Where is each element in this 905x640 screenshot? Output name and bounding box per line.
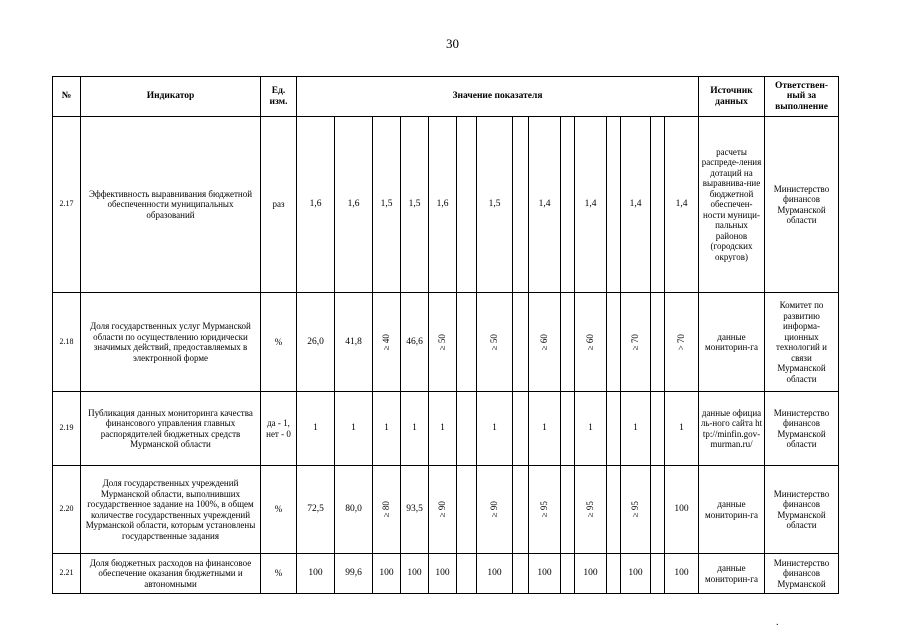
row-source: расчеты распреде-ления дотаций на выравнива-ние бюджетной обеспечен-ности муници-пальных районов (городских округов) <box>699 117 765 293</box>
value-rotated: ≥ 60 <box>539 333 550 351</box>
value-cell: 72,5 <box>297 466 335 554</box>
value-cell <box>607 554 621 594</box>
row-indicator: Доля государственных услуг Мурманской области по осуществлению юридически значимых действий, предоставляемых в электронной форме <box>81 293 261 392</box>
value-cell: 41,8 <box>335 293 373 392</box>
value-cell: 1,4 <box>575 117 607 293</box>
value-cell: 100 <box>373 554 401 594</box>
row-number: 2.21 <box>53 554 81 594</box>
value-cell <box>457 466 477 554</box>
value-cell: 100 <box>575 554 607 594</box>
value-rotated: ≥ 95 <box>630 501 641 518</box>
value-cell: 46,6 <box>401 293 429 392</box>
value-cell <box>621 466 651 554</box>
value-cell: 1,6 <box>335 117 373 293</box>
row-source: данные мониторин-га <box>699 466 765 554</box>
value-cell: 1 <box>477 392 513 466</box>
header-value: Значение показателя <box>297 77 699 117</box>
value-rotated: ≥ 50 <box>489 333 500 351</box>
value-cell: 1,6 <box>429 117 457 293</box>
value-cell <box>575 466 607 554</box>
value-cell: 1 <box>373 392 401 466</box>
value-cell <box>651 466 665 554</box>
value-cell <box>607 117 621 293</box>
value-cell <box>457 392 477 466</box>
value-cell <box>457 554 477 594</box>
value-cell: 1 <box>621 392 651 466</box>
value-cell <box>477 466 513 554</box>
row-number: 2.17 <box>53 117 81 293</box>
value-cell: 100 <box>665 554 699 594</box>
row-source: данные мониторин-га <box>699 293 765 392</box>
indicators-table <box>52 76 839 594</box>
value-rotated: ≥ 60 <box>585 333 596 351</box>
row-unit: раз <box>261 117 297 293</box>
value-rotated: ≥ 80 <box>381 501 392 518</box>
table-row <box>53 117 839 293</box>
value-rotated: ≥ 95 <box>539 501 550 518</box>
value-rotated: ≥ 90 <box>437 501 448 518</box>
value-cell: 1,4 <box>621 117 651 293</box>
value-cell <box>513 466 529 554</box>
value-cell <box>513 117 529 293</box>
footer-mark: . <box>776 617 779 628</box>
header-num: № <box>53 77 81 117</box>
value-cell <box>529 293 561 392</box>
value-cell <box>651 392 665 466</box>
value-cell <box>607 293 621 392</box>
row-responsible: Министерство финансов Мурманской <box>765 554 839 594</box>
row-responsible: Министерство финансов Мурманской области <box>765 117 839 293</box>
value-cell <box>429 466 457 554</box>
value-rotated: ≥ 95 <box>585 501 596 518</box>
value-cell: 1,5 <box>401 117 429 293</box>
value-cell: 100 <box>529 554 561 594</box>
value-cell <box>561 392 575 466</box>
value-rotated: ≥ 40 <box>381 333 392 351</box>
value-cell: 99,6 <box>335 554 373 594</box>
row-responsible: Министерство финансов Мурманской области <box>765 392 839 466</box>
value-cell <box>429 293 457 392</box>
value-cell: 100 <box>297 554 335 594</box>
value-cell: 1,4 <box>665 117 699 293</box>
value-cell <box>665 293 699 392</box>
header-source: Источник данных <box>699 77 765 117</box>
value-cell: 1 <box>665 392 699 466</box>
table-header-row <box>53 77 839 117</box>
header-unit: Ед. изм. <box>261 77 297 117</box>
value-cell: 1 <box>575 392 607 466</box>
value-cell <box>651 554 665 594</box>
value-cell: 100 <box>429 554 457 594</box>
value-cell <box>561 293 575 392</box>
value-cell: 100 <box>477 554 513 594</box>
row-responsible: Министерство финансов Мурманской области <box>765 466 839 554</box>
value-cell: 100 <box>621 554 651 594</box>
row-indicator: Публикация данных мониторинга качества финансового управления главных распорядителей бюджетных средств Мурманской области <box>81 392 261 466</box>
row-unit: да - 1, нет - 0 <box>261 392 297 466</box>
value-rotated: > 70 <box>676 333 687 351</box>
row-number: 2.18 <box>53 293 81 392</box>
value-cell: 1 <box>429 392 457 466</box>
value-cell: 1,5 <box>373 117 401 293</box>
value-cell <box>457 117 477 293</box>
value-cell <box>373 293 401 392</box>
row-source: данные мониторин-га <box>699 554 765 594</box>
value-cell <box>607 466 621 554</box>
value-cell: 1 <box>335 392 373 466</box>
value-cell: 100 <box>401 554 429 594</box>
value-cell: 26,0 <box>297 293 335 392</box>
table-row <box>53 392 839 466</box>
value-cell: 1 <box>401 392 429 466</box>
value-cell <box>561 554 575 594</box>
row-unit: % <box>261 554 297 594</box>
row-number: 2.19 <box>53 392 81 466</box>
row-indicator: Эффективность выравнивания бюджетной обеспеченности муниципальных образований <box>81 117 261 293</box>
value-cell: 1 <box>529 392 561 466</box>
value-cell <box>651 293 665 392</box>
value-cell: 80,0 <box>335 466 373 554</box>
row-number: 2.20 <box>53 466 81 554</box>
value-cell: 1,4 <box>529 117 561 293</box>
value-cell <box>561 466 575 554</box>
value-cell <box>651 117 665 293</box>
row-indicator: Доля государственных учреждений Мурманской области, выполнивших государственное задание на 100%, в общем количестве государственных учреждений Мурманской области, которым установлены государственные задания <box>81 466 261 554</box>
value-cell: 93,5 <box>401 466 429 554</box>
header-responsible: Ответствен-ный за выполнение <box>765 77 839 117</box>
value-cell <box>561 117 575 293</box>
value-cell <box>529 466 561 554</box>
table-row <box>53 293 839 392</box>
value-cell: 1,5 <box>477 117 513 293</box>
row-responsible: Комитет по развитию информа-ционных технологий и связи Мурманской области <box>765 293 839 392</box>
value-cell <box>621 293 651 392</box>
value-cell <box>477 293 513 392</box>
table-row <box>53 554 839 594</box>
value-cell: 100 <box>665 466 699 554</box>
row-indicator: Доля бюджетных расходов на финансовое обеспечение оказания бюджетными и автономными <box>81 554 261 594</box>
value-rotated: ≥ 70 <box>630 333 641 351</box>
value-cell <box>607 392 621 466</box>
page-number: 30 <box>446 36 459 51</box>
row-source: данные официаль-ного сайта http://minfin.gov-murman.ru/ <box>699 392 765 466</box>
value-cell: 1 <box>297 392 335 466</box>
value-cell <box>513 554 529 594</box>
value-cell <box>457 293 477 392</box>
row-unit: % <box>261 293 297 392</box>
header-indicator: Индикатор <box>81 77 261 117</box>
table-row <box>53 466 839 554</box>
value-cell <box>513 392 529 466</box>
value-rotated: ≥ 50 <box>437 333 448 351</box>
value-cell <box>513 293 529 392</box>
row-unit: % <box>261 466 297 554</box>
value-cell <box>373 466 401 554</box>
value-cell: 1,6 <box>297 117 335 293</box>
value-cell <box>575 293 607 392</box>
value-rotated: ≥ 90 <box>489 501 500 518</box>
